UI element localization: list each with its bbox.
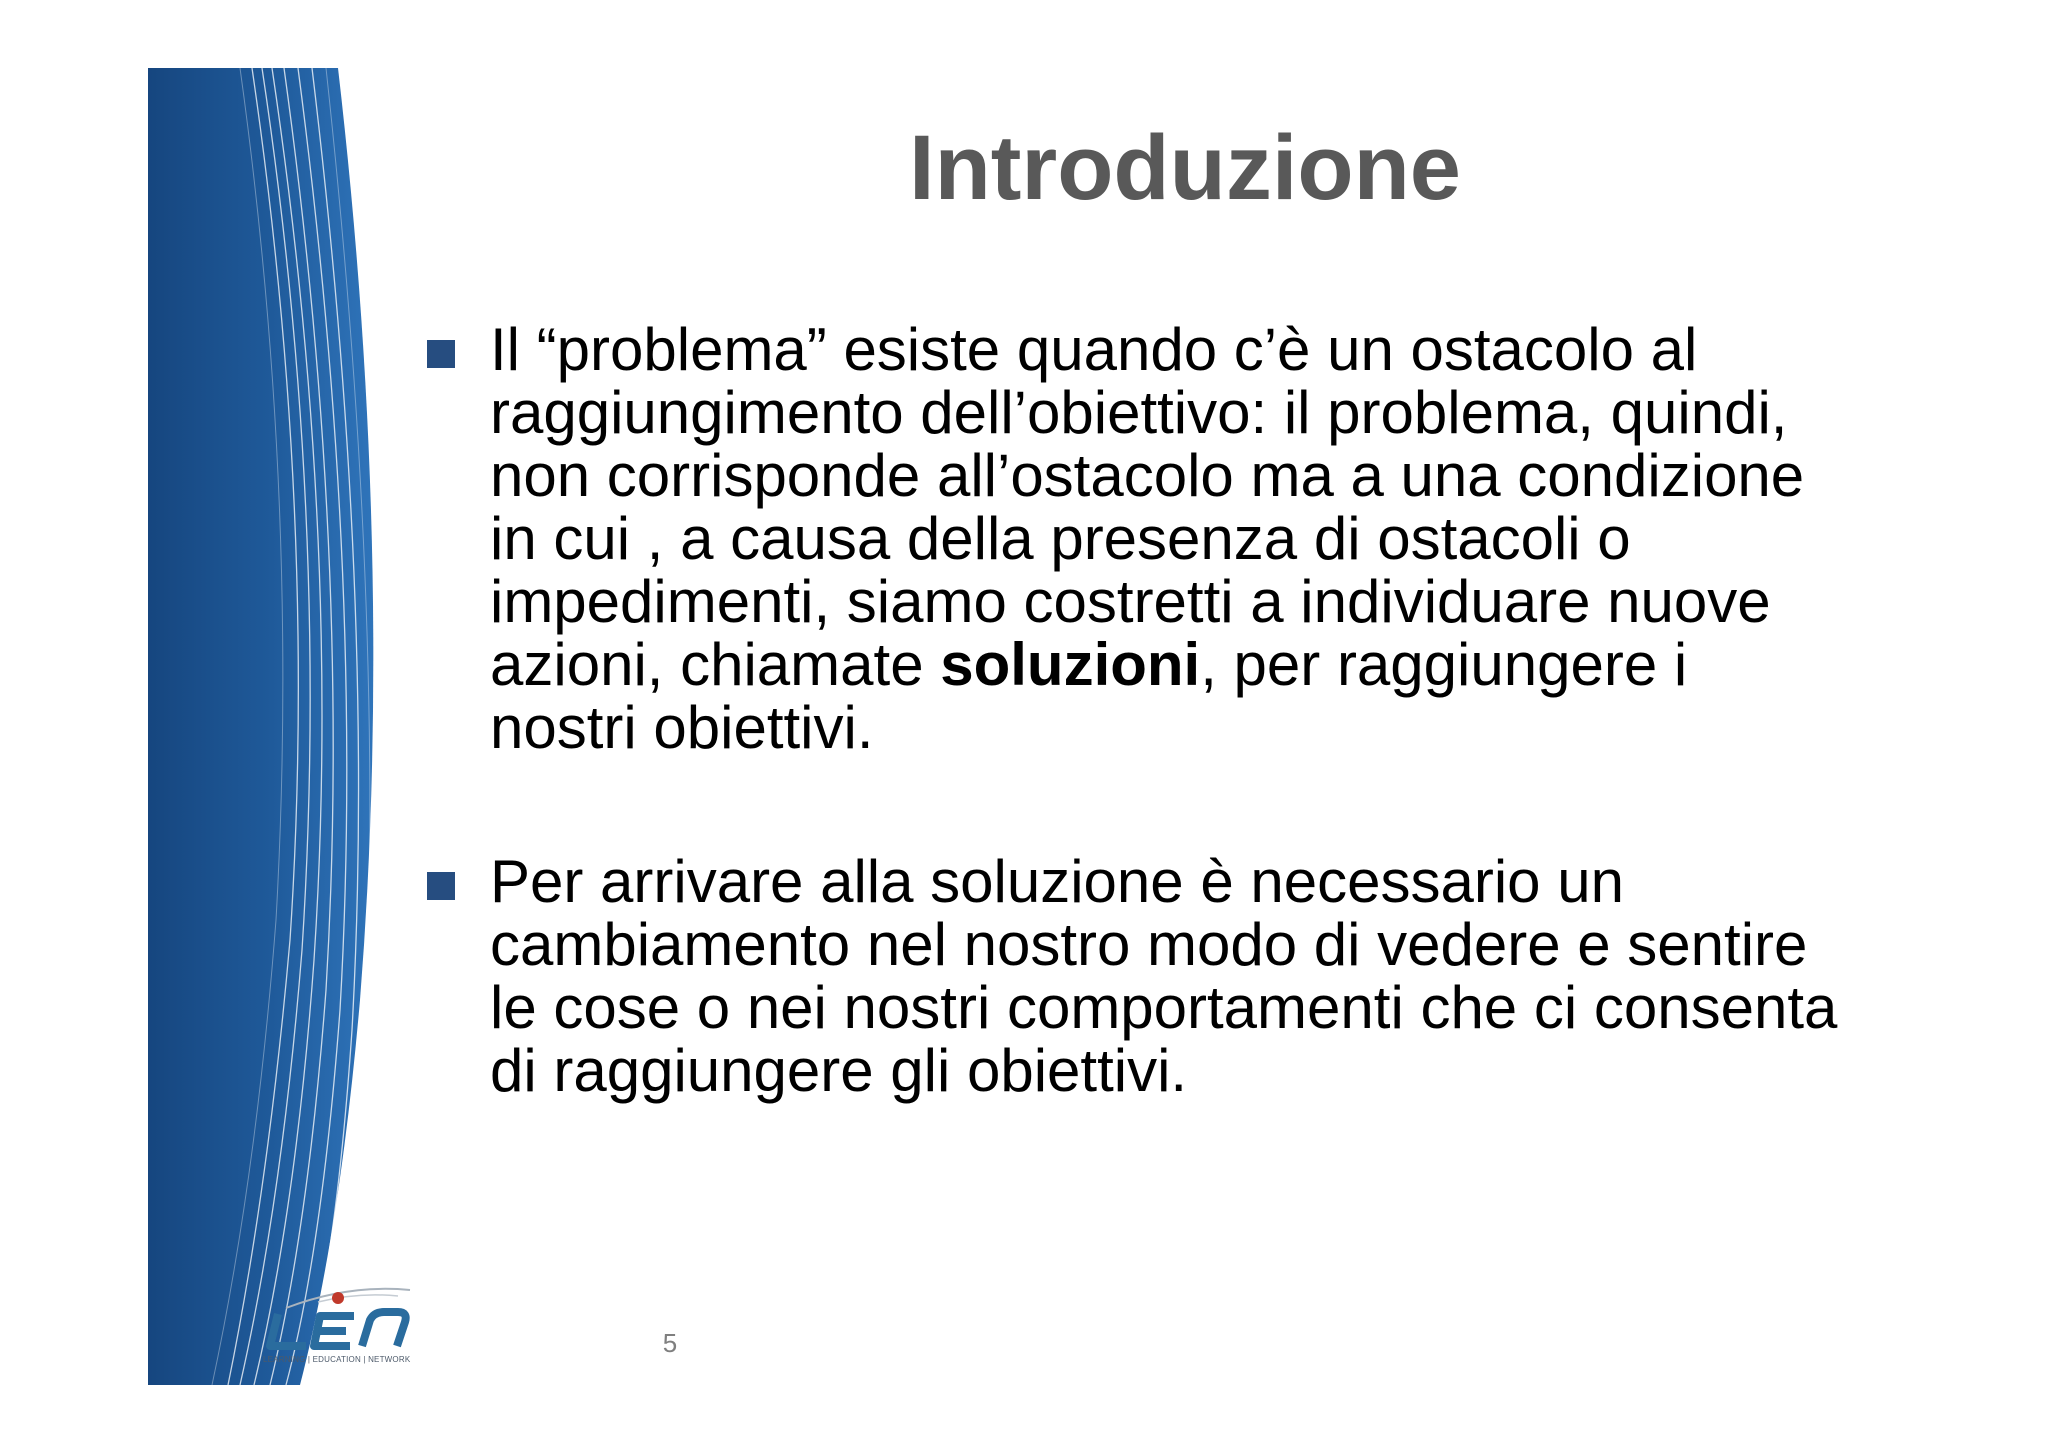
- bullet-list: [425, 318, 1845, 1102]
- bullet-text-continuation: , per raggiungere i nostri obiettivi.: [490, 631, 1688, 761]
- logo-tagline: LEARNING | EDUCATION | NETWORK: [263, 1355, 411, 1364]
- square-bullet-icon: [427, 872, 455, 900]
- slide-title: Introduzione: [909, 117, 1461, 219]
- square-bullet-icon: [427, 340, 455, 368]
- bullet-text: Il “problema” esiste quando c’è un ostacolo al raggiungimento dell’obiettivo: il problema, quindi, non corrisponde all’ostacolo ma a una condizione in cui , a causa della presenza di ostacoli o impedimenti, siamo costretti a individuare nuove azioni, chiamate: [490, 316, 1805, 698]
- page-number: 5: [662, 1328, 678, 1358]
- bullet-item: [425, 850, 1845, 1102]
- bullet-item: [425, 318, 1845, 759]
- bullet-bold-keyword: soluzioni: [940, 631, 1201, 698]
- len-logo: [258, 1280, 418, 1360]
- bullet-text: Per arrivare alla soluzione è necessario un cambiamento nel nostro modo di vedere e sentire le cose o nei nostri comportamenti che ci consenta di raggiungere gli obiettivi.: [490, 848, 1838, 1104]
